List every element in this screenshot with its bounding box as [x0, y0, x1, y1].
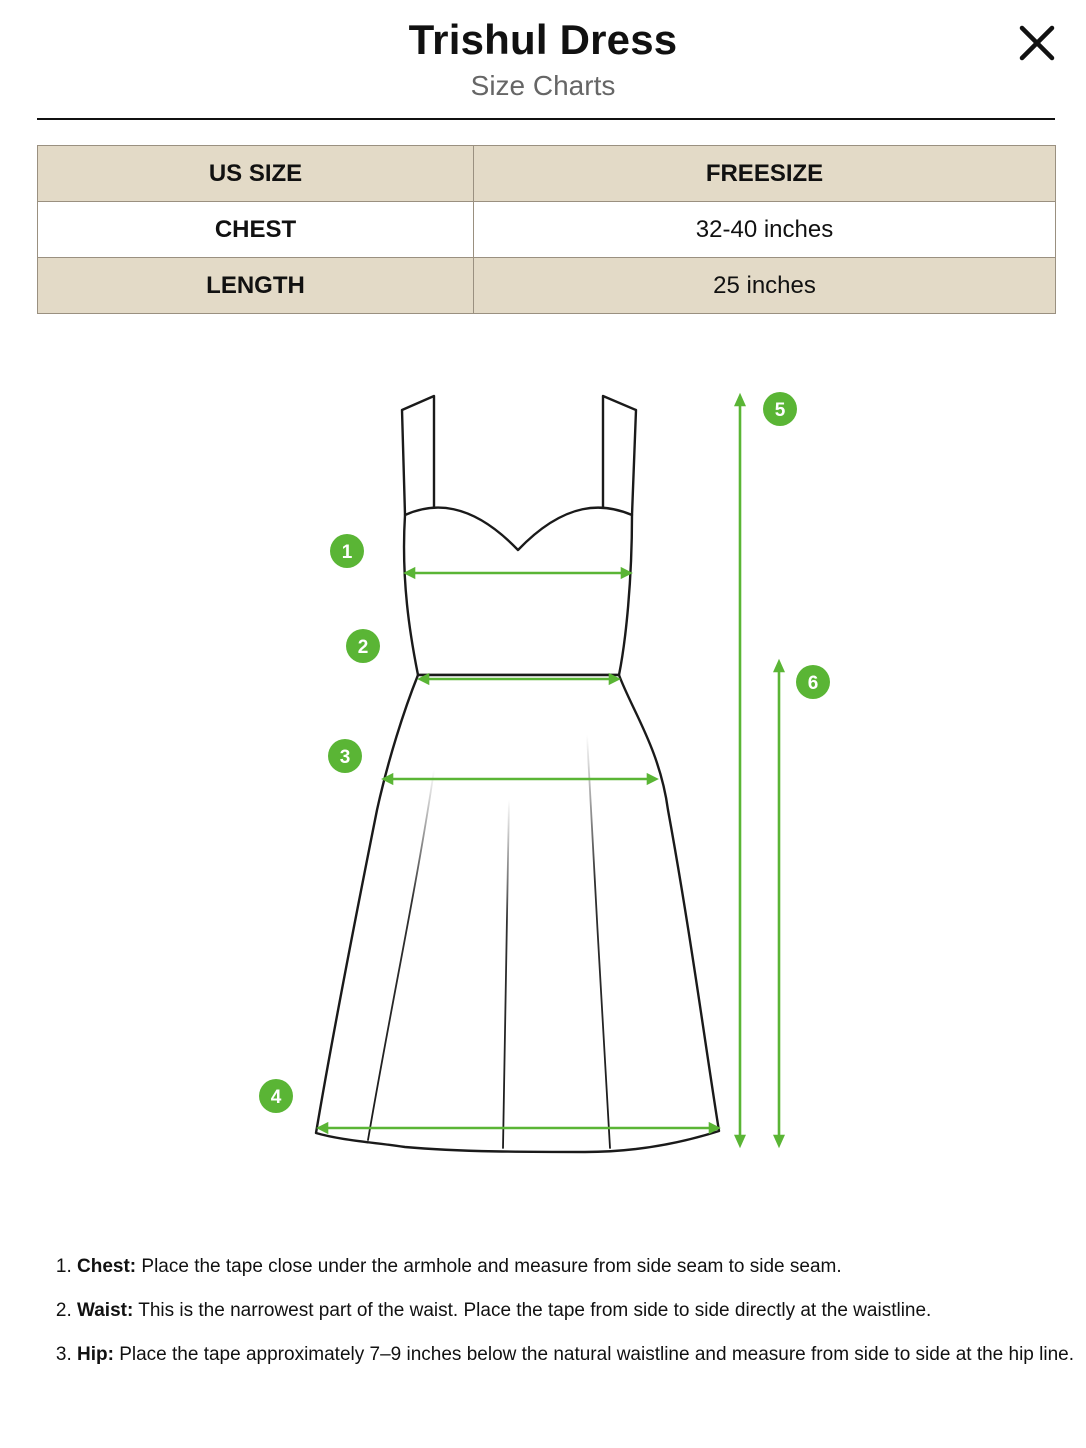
note-text: This is the narrowest part of the waist. Place the tape from side to side directly at the waistline. — [133, 1300, 932, 1321]
skirt — [316, 675, 719, 1152]
header-divider — [37, 118, 1055, 120]
svg-text:5: 5 — [774, 400, 786, 421]
close-icon — [1016, 22, 1058, 64]
note-waist — [77, 1294, 1077, 1328]
table-row — [38, 202, 1056, 258]
row-label-chest: CHEST — [38, 202, 474, 258]
page-title: Trishul Dress — [408, 16, 678, 63]
header-cell-freesize: FREESIZE — [474, 146, 1056, 202]
measurement-notes — [52, 1250, 1077, 1382]
note-chest — [77, 1250, 1077, 1284]
page-subtitle: Size Charts — [470, 70, 616, 101]
close-button[interactable] — [1016, 22, 1058, 64]
svg-text:1: 1 — [341, 542, 353, 563]
svg-text:3: 3 — [339, 747, 351, 768]
modal-header — [0, 0, 1086, 122]
right-strap — [603, 396, 636, 515]
marker-5 — [763, 392, 797, 426]
svg-text:6: 6 — [807, 673, 819, 694]
left-strap — [402, 396, 434, 515]
marker-2 — [346, 629, 380, 663]
note-term: Hip: — [77, 1344, 114, 1365]
bodice — [404, 508, 632, 675]
table-header-row — [38, 146, 1056, 202]
marker-4 — [259, 1079, 293, 1113]
svg-text:4: 4 — [270, 1087, 282, 1108]
marker-6 — [796, 665, 830, 699]
marker-1 — [330, 534, 364, 568]
row-value-chest: 32-40 inches — [474, 202, 1056, 258]
note-text: Place the tape approximately 7–9 inches below the natural waistline and measure from side to side at the hip line. — [113, 1344, 1074, 1365]
table-row — [38, 258, 1056, 314]
note-text: Place the tape close under the armhole and measure from side seam to side seam. — [136, 1256, 842, 1277]
note-term: Chest: — [77, 1256, 137, 1277]
dress-measurement-diagram — [0, 330, 1086, 1210]
dress-outline — [316, 396, 719, 1152]
size-chart-table — [37, 145, 1056, 314]
row-label-length: LENGTH — [38, 258, 474, 314]
note-term: Waist: — [77, 1300, 134, 1321]
svg-text:2: 2 — [357, 637, 369, 658]
header-cell-us-size: US SIZE — [38, 146, 474, 202]
note-hip — [77, 1338, 1077, 1372]
row-value-length: 25 inches — [474, 258, 1056, 314]
marker-3 — [328, 739, 362, 773]
